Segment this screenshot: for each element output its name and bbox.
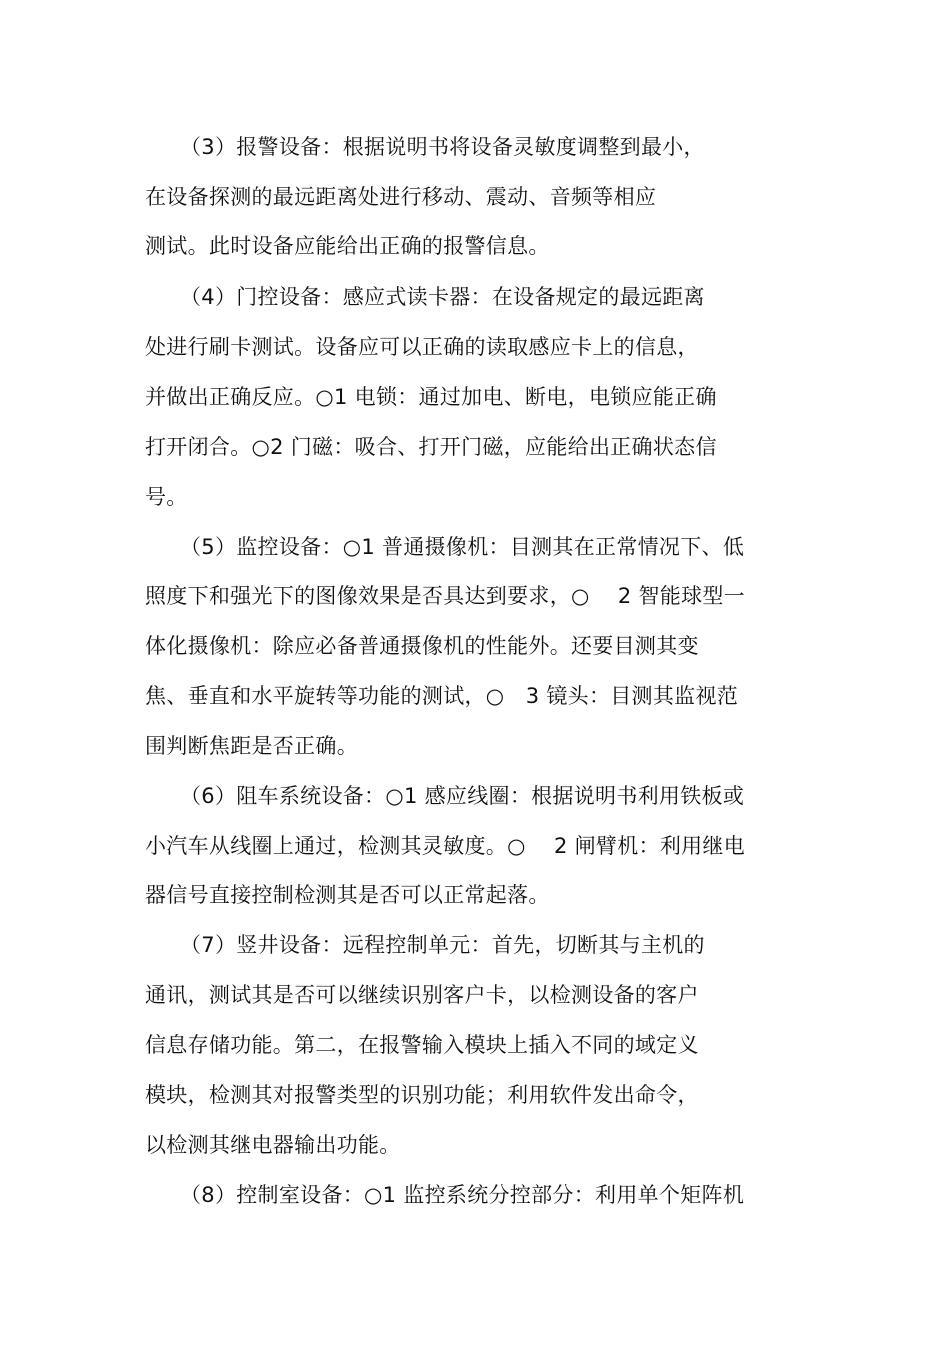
text-line: （6）阻车系统设备：○1 感应线圈：根据说明书利用铁板或	[180, 784, 745, 808]
text-line: 体化摄像机：除应必备普通摄像机的性能外。还要目测其变	[145, 634, 699, 658]
text-line: 打开闭合。○2 门磁：吸合、打开门磁，应能给出正确状态信	[145, 435, 717, 459]
text-line: 在设备探测的最远距离处进行移动、震动、音频等相应	[145, 185, 657, 209]
text-line: （7）竖井设备：远程控制单元：首先，切断其与主机的	[180, 933, 705, 957]
text-line: 处进行刷卡测试。设备应可以正确的读取感应卡上的信息，	[145, 335, 699, 359]
text-line: 以检测其继电器输出功能。	[145, 1133, 401, 1157]
text-line: （8）控制室设备：○1 监控系统分控部分：利用单个矩阵机	[180, 1183, 745, 1207]
text-line: 围判断焦距是否正确。	[145, 734, 358, 758]
text-line: （3）报警设备：根据说明书将设备灵敏度调整到最小，	[180, 135, 705, 159]
text-line: 照度下和强光下的图像效果是否具达到要求，○ 2 智能球型一	[145, 584, 746, 608]
text-line: 并做出正确反应。○1 电锁：通过加电、断电，电锁应能正确	[145, 385, 717, 409]
text-line: 焦、垂直和水平旋转等功能的测试，○ 3 镜头：目测其监视范	[145, 684, 739, 708]
text-line: 小汽车从线圈上通过，检测其灵敏度。○ 2 闸臂机：利用继电	[145, 834, 746, 858]
text-line: 模块，检测其对报警类型的识别功能；利用软件发出命令，	[145, 1083, 699, 1107]
text-line: 号。	[145, 485, 188, 509]
text-line: 信息存储功能。第二，在报警输入模块上插入不同的域定义	[145, 1033, 699, 1057]
text-line: （4）门控设备：感应式读卡器：在设备规定的最远距离	[180, 285, 705, 309]
text-line: （5）监控设备：○1 普通摄像机：目测其在正常情况下、低	[180, 535, 745, 559]
text-line: 器信号直接控制检测其是否可以正常起落。	[145, 883, 550, 907]
text-line: 测试。此时设备应能给出正确的报警信息。	[145, 234, 550, 258]
text-line: 通讯，测试其是否可以继续识别客户卡，以检测设备的客户	[145, 983, 699, 1007]
